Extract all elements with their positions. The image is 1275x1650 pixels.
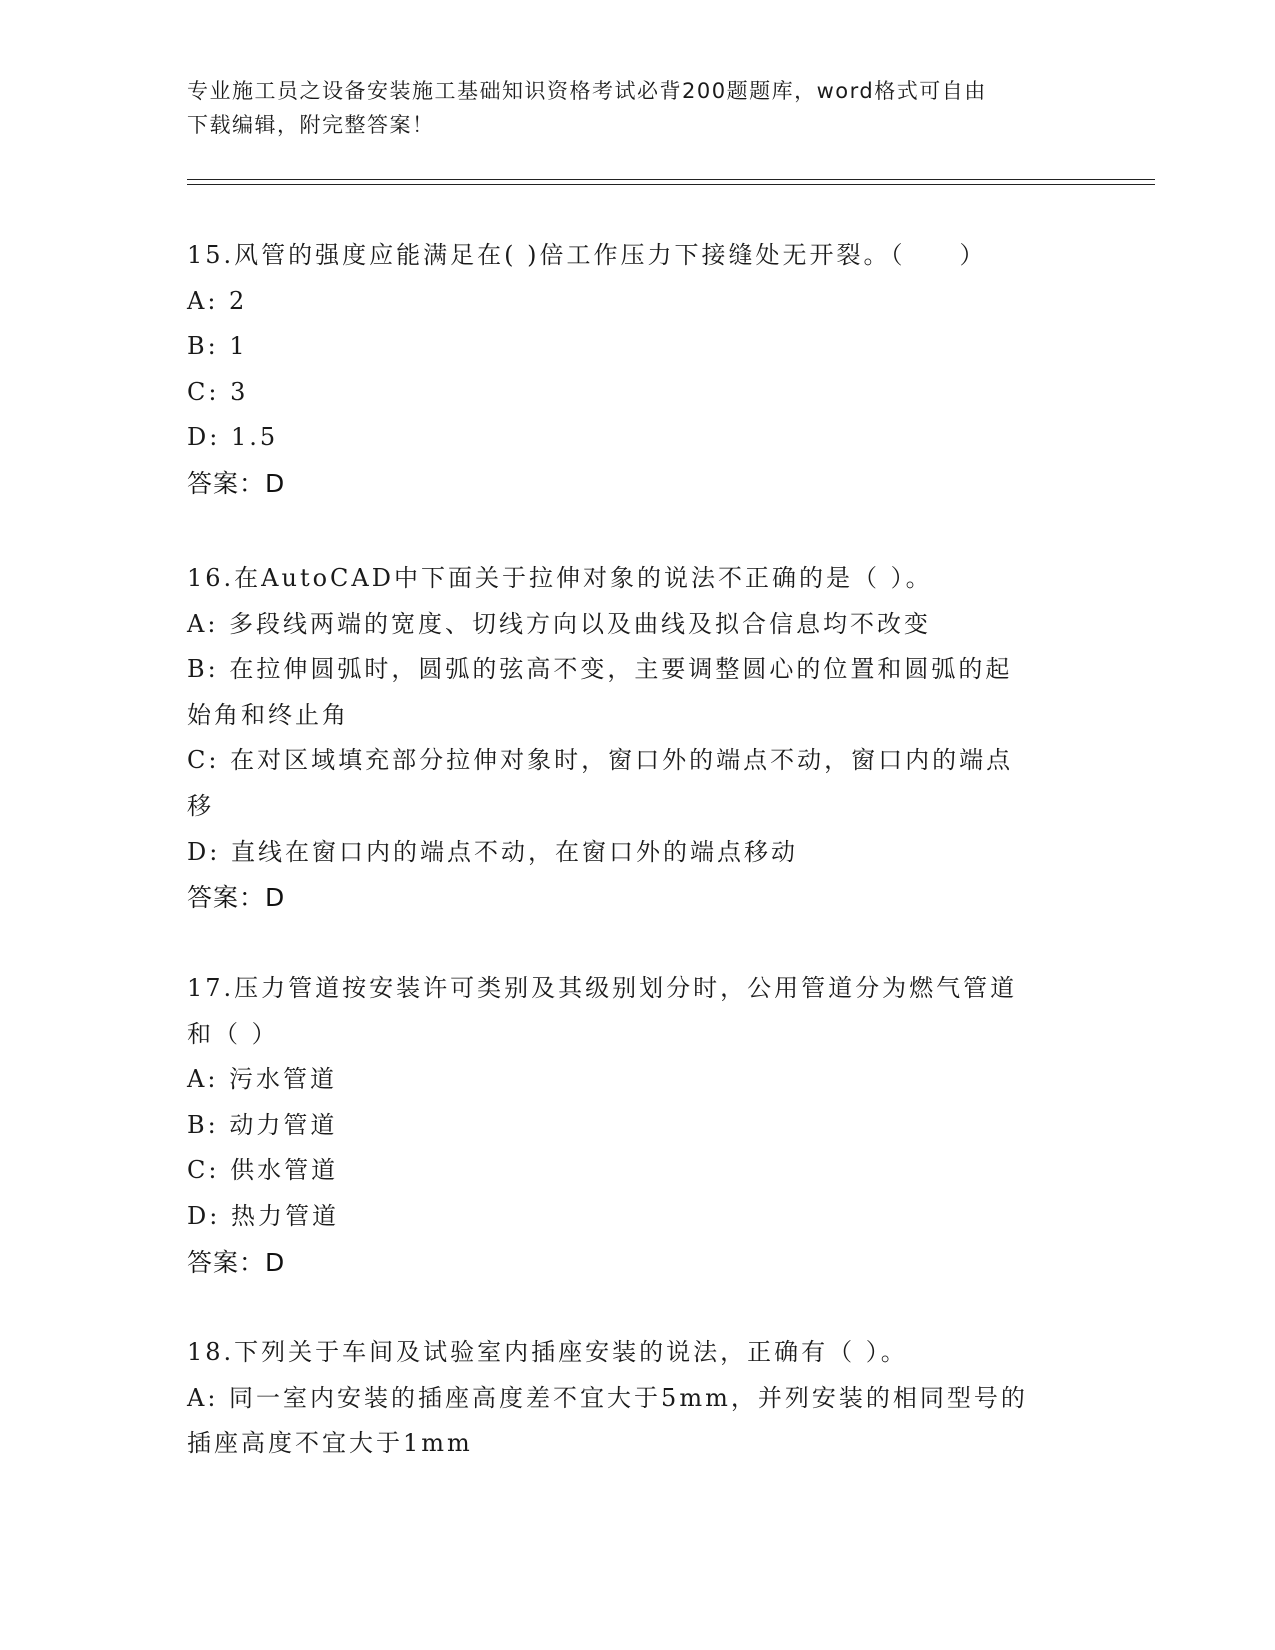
question-17 <box>187 966 1077 1285</box>
question-18 <box>187 1330 1077 1467</box>
question-stem: 17.压力管道按安装许可类别及其级别划分时，公用管道分为燃气管道 <box>187 974 1018 1002</box>
question-stem: 15.风管的强度应能满足在( )倍工作压力下接缝处无开裂。（ ） <box>187 241 987 269</box>
answer: 答案：D <box>187 1247 286 1277</box>
option-c: C: 供水管道 <box>187 1156 339 1185</box>
option-a: A: 2 <box>187 286 248 315</box>
option-a-continued: 插座高度不宜大于1mm <box>187 1429 473 1458</box>
option-b: B: 动力管道 <box>187 1110 338 1139</box>
header-line-2: 下载编辑，附完整答案！ <box>187 113 435 137</box>
option-a: A: 多段线两端的宽度、切线方向以及曲线及拟合信息均不改变 <box>187 609 932 638</box>
option-d: D: 直线在窗口内的端点不动，在窗口外的端点移动 <box>187 837 798 866</box>
option-c-continued: 移 <box>187 791 214 820</box>
option-c: C: 3 <box>187 377 249 406</box>
answer: 答案：D <box>187 883 286 913</box>
question-16 <box>187 556 1077 921</box>
option-b: B: 1 <box>187 332 248 361</box>
document-header <box>187 74 1067 142</box>
option-c: C: 在对区域填充部分拉伸对象时，窗口外的端点不动，窗口内的端点 <box>187 746 1014 775</box>
option-d: D: 1.5 <box>187 423 279 452</box>
header-divider-bottom <box>187 184 1155 185</box>
question-stem: 18.下列关于车间及试验室内插座安装的说法，正确有（ ）。 <box>187 1338 908 1366</box>
question-stem-continued: 和（ ） <box>187 1019 279 1048</box>
header-line-1: 专业施工员之设备安装施工基础知识资格考试必背200题题库，word格式可自由 <box>187 79 987 103</box>
question-15 <box>187 233 1077 507</box>
option-d: D: 热力管道 <box>187 1201 339 1230</box>
option-b: B: 在拉伸圆弧时，圆弧的弦高不变，主要调整圆心的位置和圆弧的起 <box>187 655 1013 684</box>
option-a: A: 污水管道 <box>187 1065 338 1094</box>
header-divider-top <box>187 179 1155 180</box>
option-b-continued: 始角和终止角 <box>187 700 349 729</box>
answer: 答案：D <box>187 468 286 498</box>
option-a: A: 同一室内安装的插座高度差不宜大于5mm，并列安装的相同型号的 <box>187 1383 1028 1412</box>
question-stem: 16.在AutoCAD中下面关于拉伸对象的说法不正确的是（ ）。 <box>187 564 933 592</box>
